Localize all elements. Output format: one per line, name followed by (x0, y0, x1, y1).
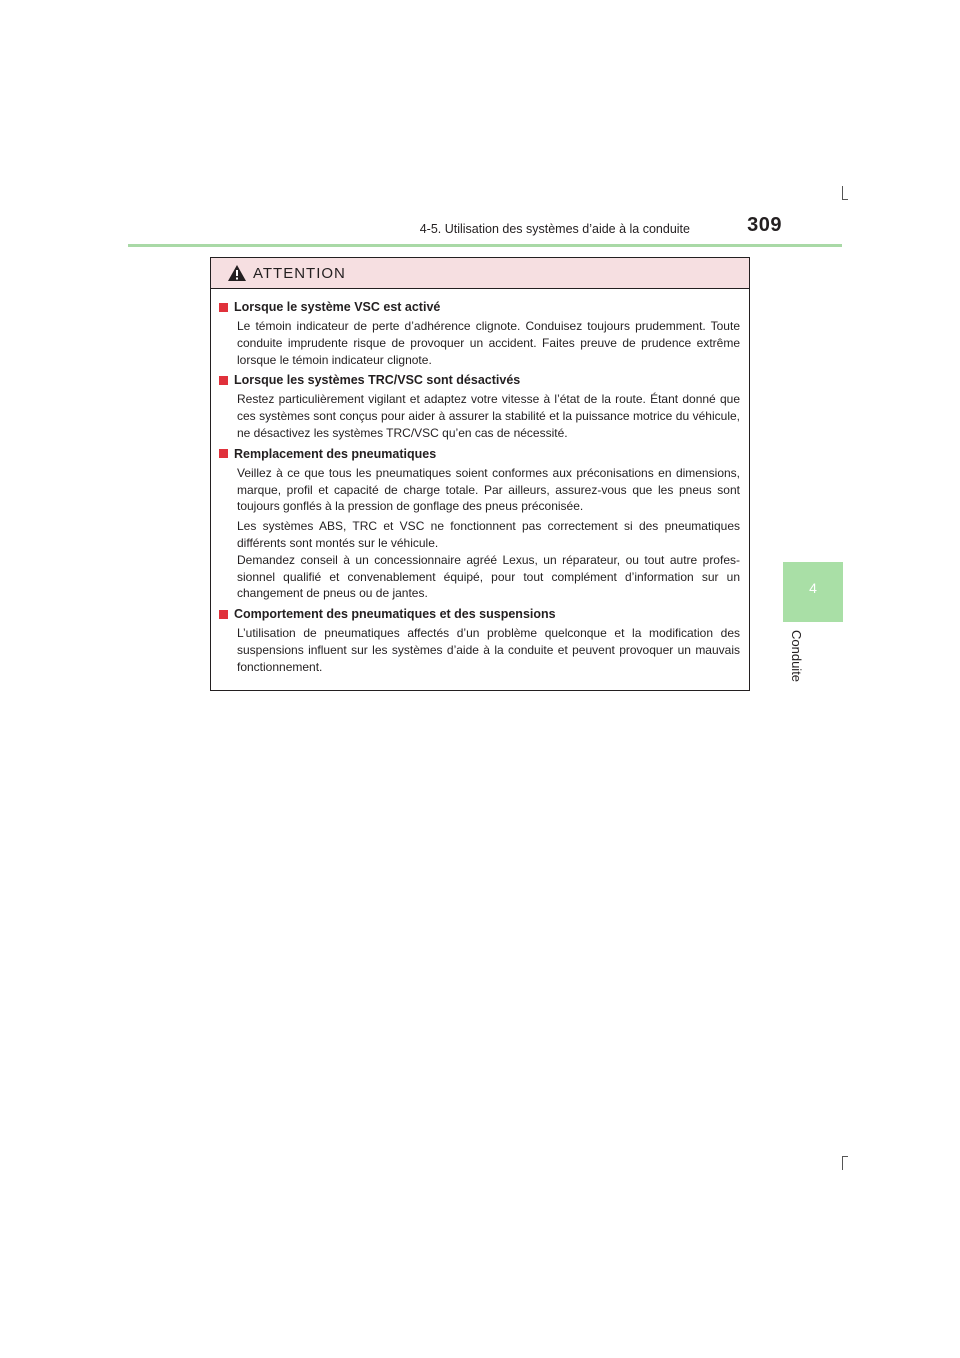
attention-body (211, 289, 749, 676)
paragraph: Restez particulièrement vigilant et adaptez votre vitesse à l’état de la route. Étant donné que ces systèmes sont conçus pour aider à assurer la stabilité et la puissance motrice du véhicule, ne désactivez les systèmes TRC/VSC qu’en cas de nécessité. (237, 392, 740, 440)
attention-title: ATTENTION (253, 264, 346, 282)
item-title (219, 606, 740, 622)
paragraph: L’utilisation de pneumatiques affectés d’un problème quelconque et la modification des suspensions influent sur les systèmes d’aide à la conduite et peuvent provoquer un mauvais fonctionnement. (237, 626, 740, 674)
chapter-number: 4 (809, 580, 817, 596)
red-square-bullet-icon (219, 610, 228, 619)
paragraph: Demandez conseil à un concessionnaire agréé Lexus, un réparateur, ou tout autre profes-sionnel qualifié et convenablement équipé, pour tout complément d’information sur un changement de pneus ou de jantes. (237, 552, 740, 601)
red-square-bullet-icon (219, 303, 228, 312)
chapter-label: Conduite (789, 630, 804, 683)
section-title: 4-5. Utilisation des systèmes d’aide à la conduite (419, 222, 690, 236)
crop-mark-top-foot (842, 199, 848, 200)
attention-item (219, 606, 740, 675)
item-title (219, 446, 740, 462)
header-rule (128, 244, 842, 247)
item-title (219, 372, 740, 388)
crop-mark-top (842, 186, 843, 200)
crop-mark-bottom (842, 1156, 843, 1170)
red-square-bullet-icon (219, 449, 228, 458)
chapter-tab[interactable] (783, 562, 843, 622)
item-title-text: Lorsque les systèmes TRC/VSC sont désactivés (234, 373, 521, 388)
attention-item (219, 299, 740, 368)
attention-header (211, 258, 749, 289)
paragraph: Le témoin indicateur de perte d’adhérence clignote. Conduisez toujours prudemment. Toute conduite imprudente risque de provoquer un accident. Faites preuve de prudence extrême lorsque le témoin indicateur clignote. (237, 319, 740, 367)
attention-item (219, 446, 740, 602)
page-number: 309 (747, 214, 782, 236)
red-square-bullet-icon (219, 376, 228, 385)
item-title-text: Comportement des pneumatiques et des suspensions (234, 607, 556, 622)
attention-box (210, 257, 750, 691)
attention-item (219, 372, 740, 441)
item-title-text: Lorsque le système VSC est activé (234, 300, 441, 314)
item-title (219, 299, 740, 315)
warning-triangle-icon (227, 264, 247, 282)
paragraph: Les systèmes ABS, TRC et VSC ne fonctionnent pas correctement si des pneumatiques différents sont montés sur le véhicule. (237, 519, 740, 550)
crop-mark-bottom-foot (842, 1156, 848, 1157)
paragraph: Veillez à ce que tous les pneumatiques soient conformes aux préconisations en dimensions, marque, profil et capacité de charge totale. Par ailleurs, assurez-vous que les pneus sont toujours gonflés à la pression de gonflage des pneus préconisée. (237, 465, 740, 514)
item-title-text: Remplacement des pneumatiques (234, 446, 437, 461)
